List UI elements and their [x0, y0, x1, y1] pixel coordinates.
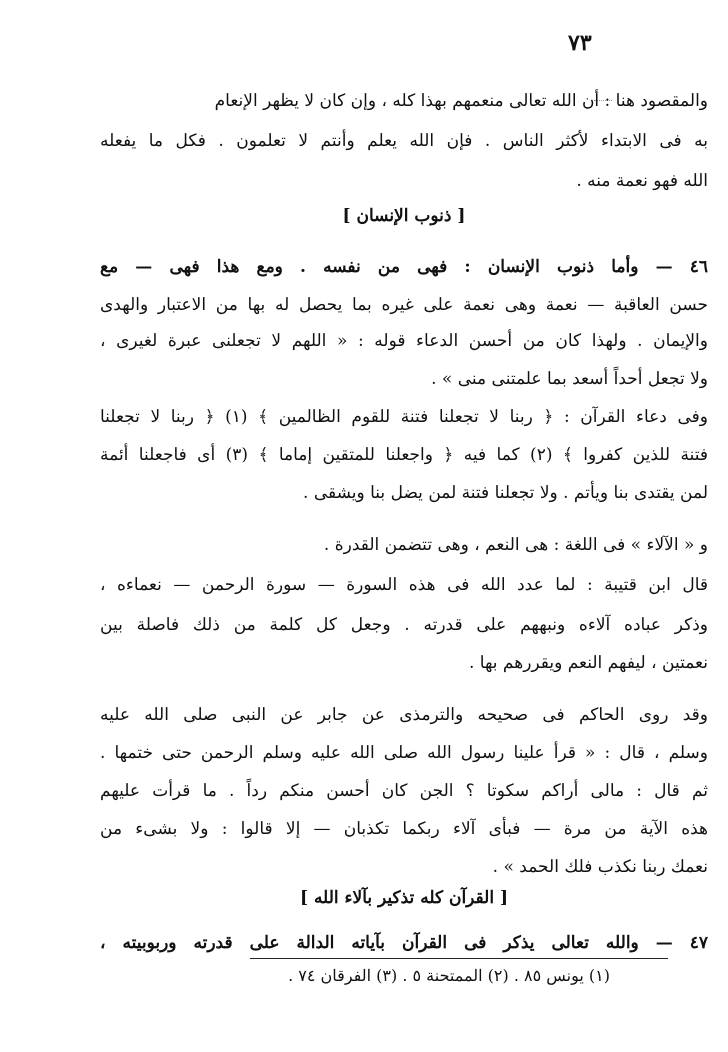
- text-line: وقد روى الحاكم فى صحيحه والترمذى عن جابر عن النبى صلى الله عليه: [100, 705, 708, 725]
- text-line: فتنة للذين كفروا ﴾ (٢) كما فيه ﴿ واجعلنا للمتقين إماما ﴾ (٣) أى فاجعلنا أئمة: [100, 445, 708, 465]
- footnotes: (١) يونس ٨٥ . (٢) الممتحنة ٥ . (٣) الفرقان ٧٤ .: [288, 966, 610, 985]
- footnote-rule: [250, 958, 668, 959]
- text-line: وسلم ، قال : « قرأ علينا رسول الله صلى الله عليه وسلم الرحمن حتى ختمها .: [100, 743, 708, 763]
- text-line: به فى الابتداء لأكثر الناس . فإن الله يعلم وأنتم لا تعلمون . فكل ما يفعله: [100, 131, 708, 151]
- section-46-first-line: ٤٦ — وأما ذنوب الإنسان : فهى من نفسه . ومع هذا فهى — مع: [100, 257, 708, 277]
- text-line: نعمك ربنا نكذب فلك الحمد » .: [492, 857, 708, 877]
- text-line: نعمتين ، ليفهم النعم ويقررهم بها .: [468, 653, 708, 673]
- text-line: حسن العاقبة — نعمة وهى نعمة على غيره بما يحصل له بها من الاعتبار والهدى: [100, 295, 708, 315]
- text-line: ثم قال : مالى أراكم سكوتا ؟ الجن كان أحسن منكم رداً . ما قرأت عليهم: [100, 781, 708, 801]
- page-number: ٧٣: [568, 30, 592, 56]
- text-line: لمن يقتدى بنا ويأتم . ولا تجعلنا فتنة لمن يضل بنا ويشقى .: [303, 483, 708, 503]
- section-heading-quran-reminders: [ القرآن كله تذكير بآلاء الله ]: [299, 888, 509, 908]
- text-line: وفى دعاء القرآن : ﴿ ربنا لا تجعلنا فتنة للقوم الظالمين ﴾ (١) ﴿ ربنا لا تجعلنا: [100, 407, 708, 427]
- text-line: و « الآلاء » فى اللغة : هى النعم ، وهى تتضمن القدرة .: [323, 535, 708, 555]
- text-line: والإيمان . ولهذا كان من أحسن الدعاء قوله : « اللهم لا تجعلنى عبرة لغيرى ،: [100, 331, 708, 351]
- text-line: وذكر عباده آلاءه ونبههم على قدرته . وجعل كل كلمة من ذلك فاصلة بين: [100, 615, 708, 635]
- text-line: ولا تجعل أحداً أسعد بما علمتنى منى » .: [431, 369, 708, 389]
- section-heading-human-sins: [ ذنوب الإنسان ]: [342, 206, 466, 226]
- text-line: والمقصود هنا : أن الله تعالى منعمهم بهذا كله ، وإن كان لا يظهر الإنعام: [214, 91, 708, 111]
- section-47-first-line: ٤٧ — والله تعالى يذكر فى القرآن بآياته الدالة على قدرته وربوبيته ،: [100, 933, 708, 953]
- text-line: هذه الآية من مرة — فبأى آلاء ربكما تكذبان — إلا قالوا : ولا بشىء من: [100, 819, 708, 839]
- text-line: قال ابن قتيبة : لما عدد الله فى هذه السورة — سورة الرحمن — نعماءه ،: [100, 575, 708, 595]
- text-line: الله فهو نعمة منه .: [576, 171, 708, 191]
